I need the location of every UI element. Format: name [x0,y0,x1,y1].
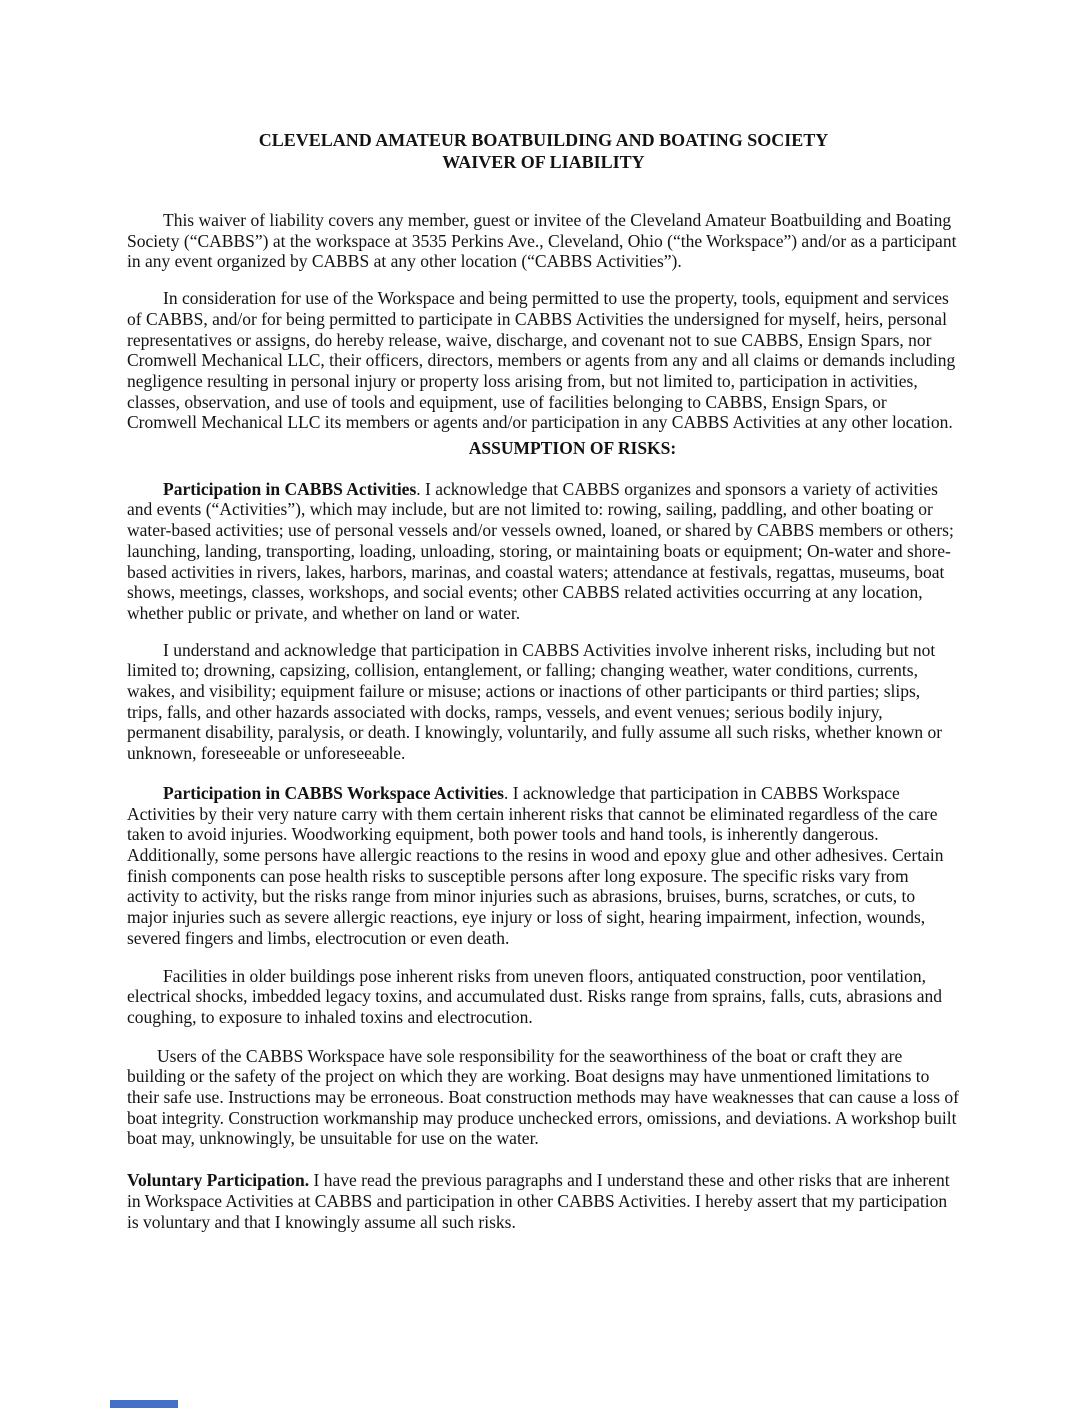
paragraph-older-buildings [127,966,960,1028]
next-page-edge-artifact [110,1400,178,1408]
paragraph-inherent-risks [127,640,960,764]
paragraph-text: Users of the CABBS Workspace have sole responsibility for the seaworthiness of the boat or craft they are building or the safety of the project on which they are working. Boat designs may have unmentioned limitations to their safe use. Instructions may be erroneous. Boat construction methods may have weaknesses that can cause a loss of boat integrity. Construction workmanship may produce unchecked errors, omissions, and deviations. A workshop built boat may, unknowingly, be unsuitable for use on the water. [127,1045,959,1149]
paragraph-lead-bold: Voluntary Participation. [127,1170,310,1191]
document-title-line1: CLEVELAND AMATEUR BOATBUILDING AND BOATING SOCIETY [258,130,829,150]
paragraph-text: Facilities in older buildings pose inherent risks from uneven floors, antiquated construction, poor ventilation, electrical shocks, imbedded legacy toxins, and accumulated dust. Risks range from sprains, falls, cuts, abrasions and coughing, to exposure to inhaled toxins and electrocution. [127,965,942,1027]
paragraph-text: . I acknowledge that participation in CABBS Workspace Activities by their very nature carry with them certain inherent risks that cannot be eliminated regardless of the care taken to avoid injuries. Woodworking equipment, both power tools and hand tools, is inherently dangerous. Additionally, some persons have allergic reactions to the resins in wood and epoxy glue and other adhesives. Certain finish components can pose health risks to susceptible persons after long exposure. The specific risks vary from activity to activity, but the risks range from minor injuries such as abrasions, bruises, burns, scratches, or cuts, to major injuries such as severe allergic reactions, eye injury or loss of sight, hearing impairment, infection, wounds, severed fingers and limbs, electrocution or even death. [127,782,944,948]
paragraph-lead-bold: Participation in CABBS Activities [163,478,417,499]
paragraph-voluntary-participation [127,1170,960,1232]
paragraph-waiver-coverage [127,210,960,272]
paragraph-lead-bold: Participation in CABBS Workspace Activities [163,782,504,803]
document-title-line2: WAIVER OF LIABILITY [442,152,645,172]
paragraph-text: In consideration for use of the Workspace and being permitted to use the property, tools, equipment and services of CABBS, and/or for being permitted to participate in CABBS Activities the undersigned for myself, heirs, personal representatives or assigns, do hereby release, waive, discharge, and covenant not to sue CABBS, Ensign Spars, nor Cromwell Mechanical LLC, their officers, directors, members or agents from any and all claims or demands including negligence resulting in personal injury or property loss arising from, but not limited to, participation in activities, classes, observation, and use of tools and equipment, use of facilities belonging to CABBS, Ensign Spars, or Cromwell Mechanical LLC its members or agents and/or participation in any CABBS Activities at any other location. [127,288,956,433]
paragraph-cabbs-activities [127,479,960,624]
section-heading-assumption-of-risks: ASSUMPTION OF RISKS: [468,438,677,459]
paragraph-text: This waiver of liability covers any member, guest or invitee of the Cleveland Amateur Boatbuilding and Boating Society (“CABBS”) at the workspace at 3535 Perkins Ave., Cleveland, Ohio (“the Workspace”) and/or as a participant in any event organized by CABBS at any other location (“CABBS Activities”). [127,210,957,272]
paragraph-user-responsibility [127,1046,960,1150]
paragraph-text: . I acknowledge that CABBS organizes and sponsors a variety of activities and events (“Activities”), which may include, but are not limited to: rowing, sailing, paddling, and other boating or water-based activities; use of personal vessels and/or vessels owned, loaned, or shared by CABBS members or others; launching, landing, transporting, loading, unloading, storing, or maintaining boats or equipment; On-water and shore-based activities in rivers, lakes, harbors, marinas, and coastal waters; attendance at festivals, regattas, museums, boat shows, meetings, classes, workshops, and social events; other CABBS related activities occurring at any location, whether public or private, and whether on land or water. [127,478,954,623]
paragraph-consideration-release [127,288,960,433]
paragraph-workspace-activities [127,783,960,949]
paragraph-text: I understand and acknowledge that participation in CABBS Activities involve inherent risks, including but not limited to; drowning, capsizing, collision, entanglement, or falling; changing weather, water conditions, currents, wakes, and visibility; equipment failure or misuse; actions or inactions of other participants or third parties; slips, trips, falls, and other hazards associated with docks, ramps, vessels, and event venues; serious bodily injury, permanent disability, paralysis, or death. I knowingly, voluntarily, and fully assume all such risks, whether known or unknown, foreseeable or unforeseeable. [127,639,943,764]
paragraph-text: I have read the previous paragraphs and I understand these and other risks that are inherent in Workspace Activities at CABBS and participation in other CABBS Activities. I hereby assert that my participation is voluntary and that I knowingly assume all such risks. [127,1170,950,1232]
document-title [127,129,960,173]
